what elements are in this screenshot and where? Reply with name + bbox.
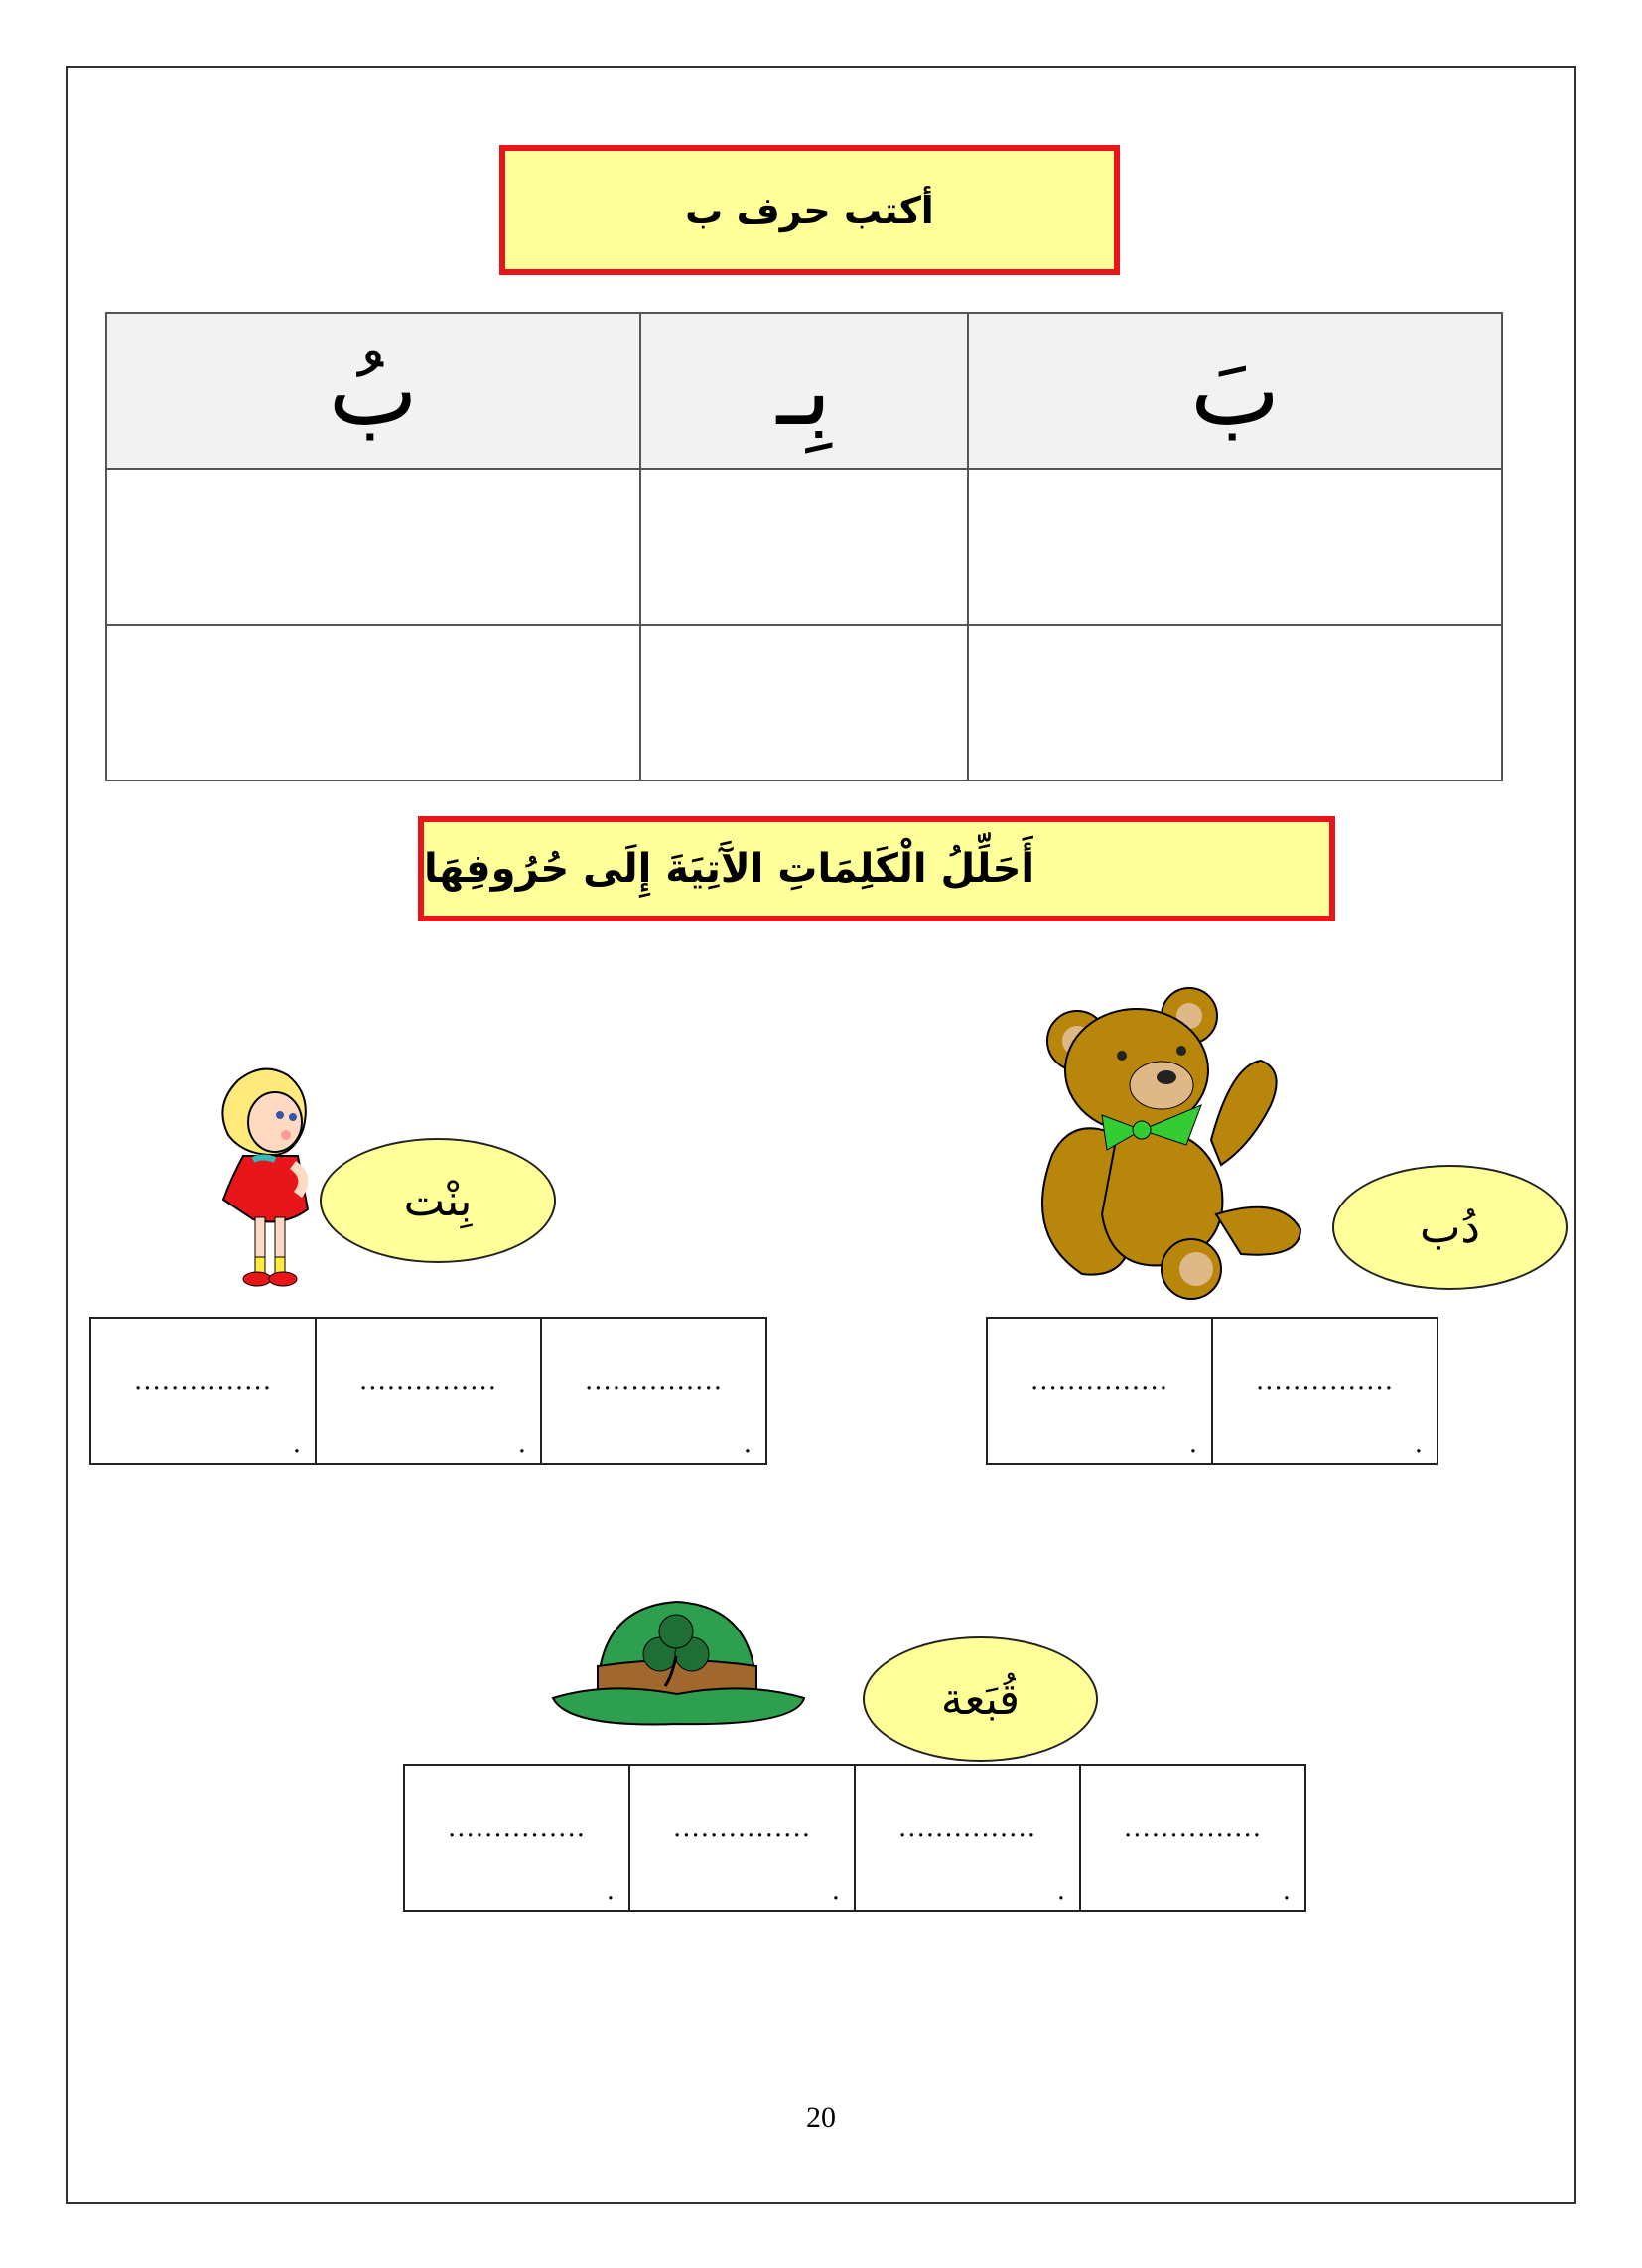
exercise-banner bbox=[418, 816, 1335, 921]
word-qubaa-bubble bbox=[863, 1636, 1098, 1762]
dub-answer-boxes bbox=[986, 1317, 1438, 1465]
teddy-bear-icon bbox=[1023, 986, 1320, 1314]
answer-box[interactable]: ............... . bbox=[854, 1764, 1081, 1912]
word-dub: دُب bbox=[1419, 1202, 1480, 1253]
writing-row bbox=[106, 625, 1502, 780]
letter-damma-cell: بُ bbox=[106, 313, 640, 469]
answer-box[interactable]: ............... . bbox=[1211, 1317, 1438, 1465]
answer-box[interactable]: ............... . bbox=[540, 1317, 767, 1465]
writing-row bbox=[106, 469, 1502, 625]
green-hat-icon bbox=[548, 1587, 808, 1746]
answer-box[interactable]: ............... . bbox=[315, 1317, 542, 1465]
title-banner bbox=[499, 145, 1120, 275]
writing-cell[interactable] bbox=[640, 625, 969, 780]
writing-cell[interactable] bbox=[106, 625, 640, 780]
answer-box[interactable]: ............... . bbox=[986, 1317, 1213, 1465]
exercise-title: أَحَلِّلُ الْكَلِمَاتِ الآَتِيَةَ إِلَى حُرُوفِهَا bbox=[424, 846, 1035, 892]
letter-fatha-cell: بَ bbox=[968, 313, 1502, 469]
qubaa-answer-boxes bbox=[403, 1764, 1306, 1912]
answer-box[interactable]: ............... . bbox=[89, 1317, 317, 1465]
word-bint: بِنْت bbox=[403, 1175, 473, 1226]
word-bint-bubble bbox=[320, 1138, 556, 1263]
word-dub-bubble bbox=[1332, 1165, 1568, 1290]
page-title: أكتب حرف ب bbox=[685, 188, 934, 232]
letter-kasra-cell: بِـ bbox=[640, 313, 969, 469]
word-qubaa: قُبَعة bbox=[940, 1673, 1021, 1725]
answer-box[interactable]: ............... . bbox=[1079, 1764, 1306, 1912]
writing-cell[interactable] bbox=[640, 469, 969, 625]
writing-cell[interactable] bbox=[968, 625, 1502, 780]
letter-forms-table bbox=[105, 312, 1503, 781]
doll-girl-icon bbox=[184, 1061, 338, 1304]
answer-box[interactable]: ............... . bbox=[628, 1764, 856, 1912]
bint-answer-boxes bbox=[89, 1317, 767, 1465]
writing-cell[interactable] bbox=[106, 469, 640, 625]
letter-forms-row bbox=[106, 313, 1502, 469]
answer-box[interactable]: ............... . bbox=[403, 1764, 630, 1912]
page-number: 20 bbox=[806, 2101, 836, 2134]
writing-cell[interactable] bbox=[968, 469, 1502, 625]
